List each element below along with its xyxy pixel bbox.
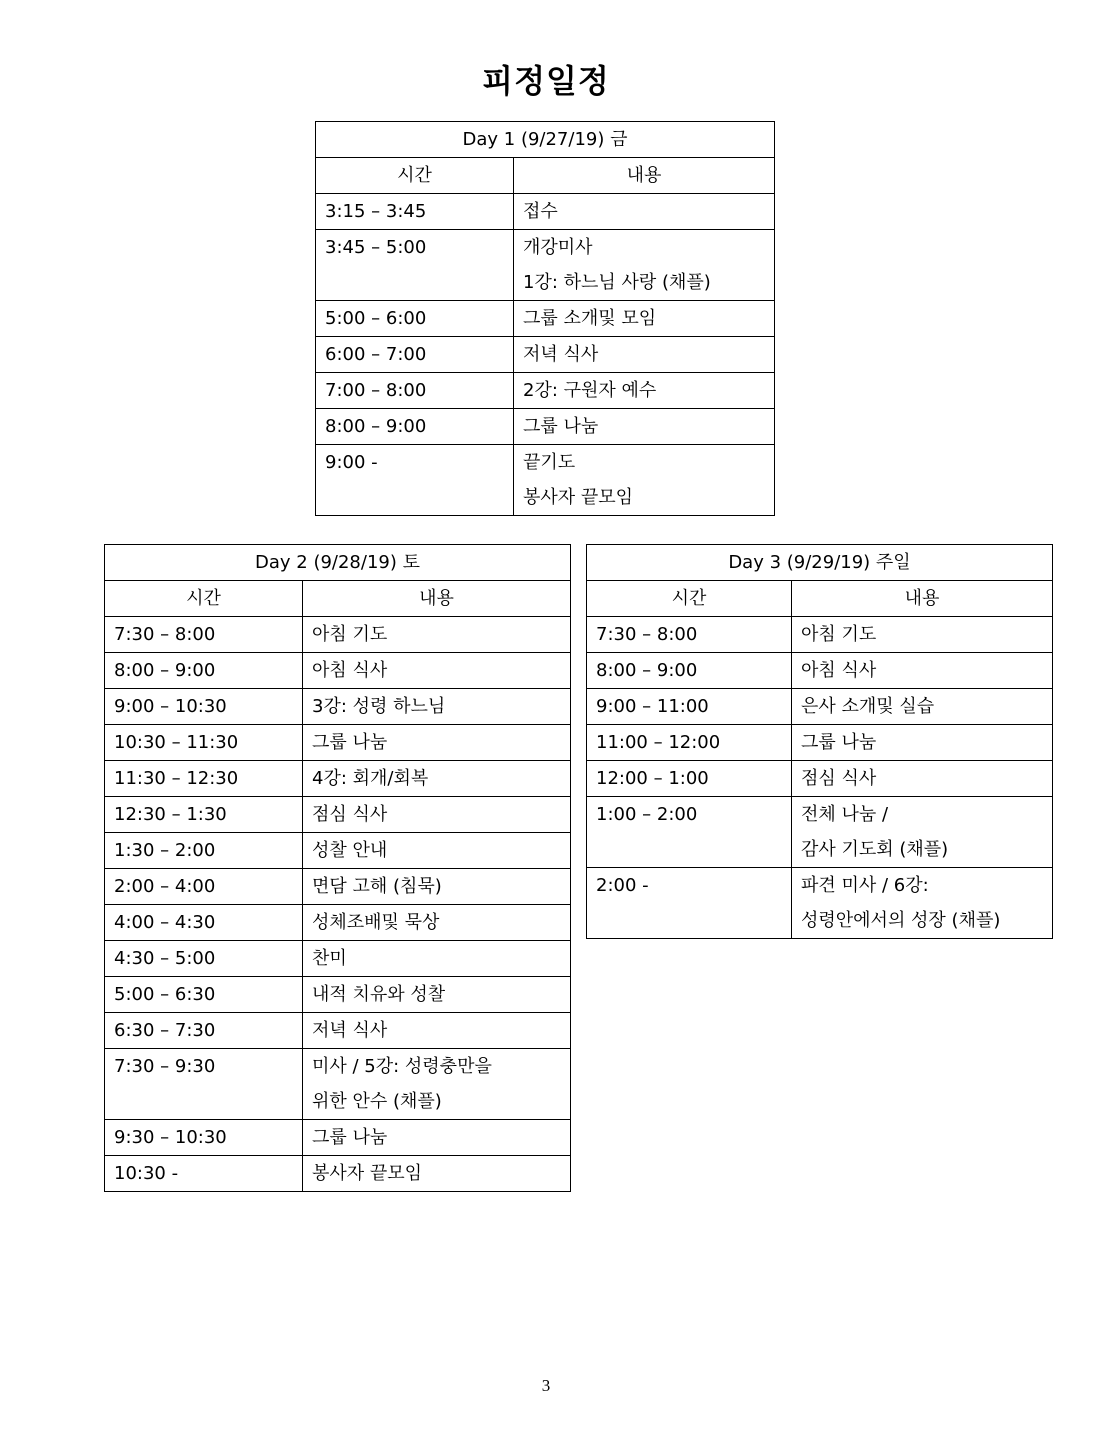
- content-line: 찬미: [312, 948, 347, 969]
- time-cell: [105, 977, 303, 1013]
- table-row: [105, 977, 571, 1013]
- table-row: [587, 868, 1053, 939]
- time-cell: [105, 905, 303, 941]
- time-text: 12:30 – 1:30: [114, 804, 227, 825]
- column-header-time: 시간: [316, 158, 514, 194]
- column-header-content: 내용: [303, 581, 571, 617]
- content-cell: [514, 409, 775, 445]
- time-text: 6:30 – 7:30: [114, 1020, 216, 1041]
- time-text: 1:00 – 2:00: [596, 804, 698, 825]
- table-row: [105, 1013, 571, 1049]
- table-row: [105, 1120, 571, 1156]
- time-text: 5:00 – 6:00: [325, 308, 427, 329]
- time-cell: [105, 833, 303, 869]
- time-text: 3:45 – 5:00: [325, 237, 427, 258]
- content-cell: [514, 445, 775, 516]
- content-cell: [792, 689, 1053, 725]
- table-row: [105, 833, 571, 869]
- content-line: 끝기도: [523, 452, 576, 473]
- table-row: [105, 725, 571, 761]
- time-text: 7:30 – 8:00: [114, 624, 216, 645]
- time-cell: [316, 409, 514, 445]
- table-row: [105, 1049, 571, 1120]
- column-header-time: 시간: [105, 581, 303, 617]
- content-line: 접수: [523, 201, 558, 222]
- time-text: 8:00 – 9:00: [325, 416, 427, 437]
- content-line: 그룹 나눔: [801, 732, 877, 753]
- content-line: 봉사자 끝모임: [523, 487, 634, 508]
- table-row: [587, 689, 1053, 725]
- content-line: 성찰 안내: [312, 840, 388, 861]
- time-text: 7:30 – 9:30: [114, 1056, 216, 1077]
- table-row: [587, 761, 1053, 797]
- time-text: 6:00 – 7:00: [325, 344, 427, 365]
- time-text: 11:00 – 12:00: [596, 732, 721, 753]
- content-cell: [514, 337, 775, 373]
- time-text: 9:00 -: [325, 452, 378, 473]
- content-cell: [792, 725, 1053, 761]
- time-cell: [105, 797, 303, 833]
- content-cell: [792, 868, 1053, 939]
- day-heading: Day 2 (9/28/19) 토: [105, 545, 571, 581]
- content-cell: [303, 797, 571, 833]
- content-line: 점심 식사: [801, 768, 877, 789]
- time-text: 4:30 – 5:00: [114, 948, 216, 969]
- time-cell: [316, 194, 514, 230]
- content-cell: [514, 194, 775, 230]
- content-line: 아침 식사: [801, 660, 877, 681]
- time-cell: [316, 445, 514, 516]
- time-text: 8:00 – 9:00: [114, 660, 216, 681]
- time-text: 2:00 – 4:00: [114, 876, 216, 897]
- content-cell: [303, 977, 571, 1013]
- table-row: [105, 905, 571, 941]
- time-text: 9:00 – 11:00: [596, 696, 709, 717]
- content-cell: [792, 761, 1053, 797]
- table-row: [105, 869, 571, 905]
- content-line: 은사 소개및 실습: [801, 696, 935, 717]
- content-line: 감사 기도회 (채플): [801, 839, 949, 860]
- content-cell: [303, 869, 571, 905]
- content-line: 아침 기도: [801, 624, 877, 645]
- table-row: [316, 409, 775, 445]
- content-cell: [303, 653, 571, 689]
- content-cell: [514, 301, 775, 337]
- content-line: 면담 고해 (침묵): [312, 876, 442, 897]
- time-cell: [587, 761, 792, 797]
- content-line: 아침 식사: [312, 660, 388, 681]
- day2-schedule-table: [104, 544, 571, 1192]
- table-row: [316, 337, 775, 373]
- content-cell: [303, 941, 571, 977]
- content-cell: [303, 761, 571, 797]
- time-cell: [105, 1013, 303, 1049]
- content-line: 그룹 소개및 모임: [523, 308, 657, 329]
- time-text: 3:15 – 3:45: [325, 201, 427, 222]
- table-row: [316, 301, 775, 337]
- column-header-time: 시간: [587, 581, 792, 617]
- content-cell: [303, 725, 571, 761]
- table-row: [587, 725, 1053, 761]
- time-cell: [316, 373, 514, 409]
- content-line: 2강: 구원자 예수: [523, 380, 657, 401]
- content-cell: [303, 689, 571, 725]
- page-number: 3: [541, 1376, 551, 1395]
- content-cell: [792, 797, 1053, 868]
- table-row: [105, 653, 571, 689]
- time-cell: [105, 869, 303, 905]
- time-text: 2:00 -: [596, 875, 649, 896]
- time-cell: [105, 1156, 303, 1192]
- time-text: 12:00 – 1:00: [596, 768, 709, 789]
- column-header-content: 내용: [514, 158, 775, 194]
- content-cell: [792, 653, 1053, 689]
- time-text: 1:30 – 2:00: [114, 840, 216, 861]
- time-cell: [587, 797, 792, 868]
- content-cell: [303, 617, 571, 653]
- time-cell: [587, 653, 792, 689]
- table-row: [105, 941, 571, 977]
- content-line: 성체조배및 묵상: [312, 912, 440, 933]
- table-row: [105, 797, 571, 833]
- content-line: 파견 미사 / 6강:: [801, 875, 929, 896]
- content-cell: [514, 373, 775, 409]
- content-line: 위한 안수 (채플): [312, 1091, 442, 1112]
- content-line: 3강: 성령 하느님: [312, 696, 446, 717]
- time-cell: [316, 337, 514, 373]
- time-text: 9:30 – 10:30: [114, 1127, 227, 1148]
- time-cell: [105, 761, 303, 797]
- content-line: 4강: 회개/회복: [312, 768, 429, 789]
- content-line: 그룹 나눔: [312, 732, 388, 753]
- content-line: 1강: 하느님 사랑 (채플): [523, 272, 711, 293]
- table-row: [587, 797, 1053, 868]
- table-row: [105, 617, 571, 653]
- time-cell: [316, 230, 514, 301]
- content-cell: [514, 230, 775, 301]
- time-cell: [105, 1120, 303, 1156]
- content-line: 전체 나눔 /: [801, 804, 889, 825]
- time-text: 9:00 – 10:30: [114, 696, 227, 717]
- time-text: 11:30 – 12:30: [114, 768, 239, 789]
- content-cell: [303, 833, 571, 869]
- time-text: 8:00 – 9:00: [596, 660, 698, 681]
- time-text: 4:00 – 4:30: [114, 912, 216, 933]
- time-cell: [105, 689, 303, 725]
- time-cell: [105, 617, 303, 653]
- table-row: [316, 373, 775, 409]
- content-line: 저녁 식사: [523, 344, 599, 365]
- content-cell: [303, 1156, 571, 1192]
- content-line: 성령안에서의 성장 (채플): [801, 910, 1001, 931]
- content-line: 봉사자 끝모임: [312, 1163, 423, 1184]
- content-line: 점심 식사: [312, 804, 388, 825]
- content-cell: [303, 1013, 571, 1049]
- time-cell: [105, 941, 303, 977]
- table-row: [105, 689, 571, 725]
- day-heading: Day 1 (9/27/19) 금: [316, 122, 775, 158]
- time-text: 7:30 – 8:00: [596, 624, 698, 645]
- day1-schedule-table: [315, 121, 775, 516]
- table-row: [316, 194, 775, 230]
- content-line: 그룹 나눔: [523, 416, 599, 437]
- content-cell: [303, 1120, 571, 1156]
- day3-schedule-table: [586, 544, 1053, 939]
- table-row: [587, 653, 1053, 689]
- column-header-content: 내용: [792, 581, 1053, 617]
- table-row: [105, 761, 571, 797]
- content-cell: [792, 617, 1053, 653]
- content-line: 내적 치유와 성찰: [312, 984, 446, 1005]
- content-line: 개강미사: [523, 237, 593, 258]
- time-cell: [587, 617, 792, 653]
- content-line: 미사 / 5강: 성령충만을: [312, 1056, 492, 1077]
- content-line: 그룹 나눔: [312, 1127, 388, 1148]
- time-cell: [105, 653, 303, 689]
- page-title: 피정일정: [482, 62, 610, 100]
- day-heading: Day 3 (9/29/19) 주일: [587, 545, 1053, 581]
- table-row: [316, 230, 775, 301]
- time-text: 10:30 – 11:30: [114, 732, 239, 753]
- time-text: 10:30 -: [114, 1163, 179, 1184]
- time-cell: [105, 1049, 303, 1120]
- table-row: [316, 445, 775, 516]
- time-cell: [316, 301, 514, 337]
- content-cell: [303, 905, 571, 941]
- time-text: 7:00 – 8:00: [325, 380, 427, 401]
- time-cell: [105, 725, 303, 761]
- table-row: [105, 1156, 571, 1192]
- content-line: 아침 기도: [312, 624, 388, 645]
- time-cell: [587, 725, 792, 761]
- time-text: 5:00 – 6:30: [114, 984, 216, 1005]
- content-line: 저녁 식사: [312, 1020, 388, 1041]
- content-cell: [303, 1049, 571, 1120]
- time-cell: [587, 868, 792, 939]
- table-row: [587, 617, 1053, 653]
- time-cell: [587, 689, 792, 725]
